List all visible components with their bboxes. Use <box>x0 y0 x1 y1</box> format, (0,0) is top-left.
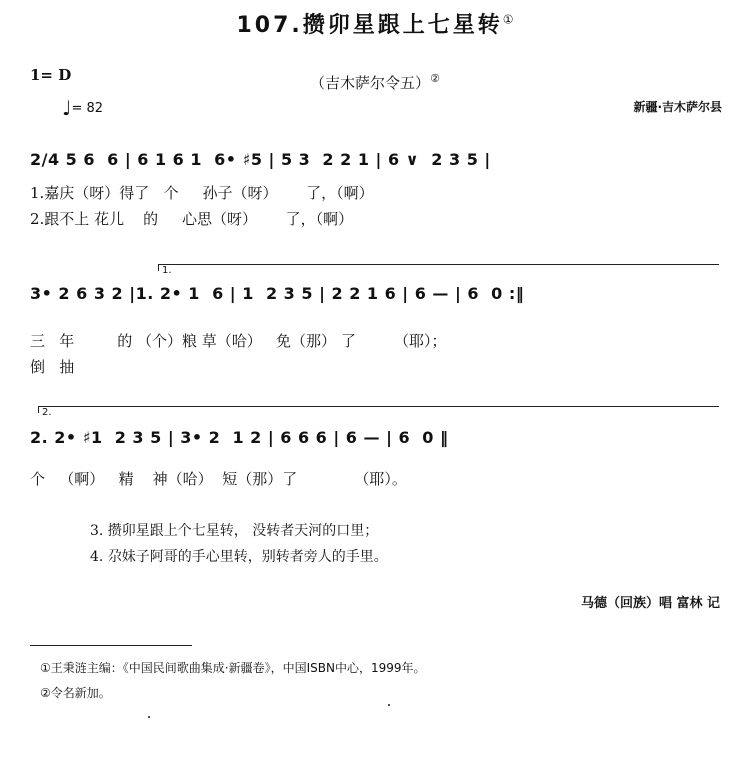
tempo-value: = 82 <box>71 101 104 116</box>
subtitle-footnote-mark: ② <box>430 72 440 85</box>
song-title <box>0 8 750 39</box>
lyric-line-1: 三 年 的 （个）粮 草（哈） 免（那） 了 （耶）； <box>30 332 447 350</box>
footnote-divider <box>30 645 192 646</box>
lyric-line-2: 倒 抽 <box>30 358 75 376</box>
second-ending-number: 2. <box>42 407 52 418</box>
performer-credit: 马德（回族）唱 富林 记 <box>580 596 720 611</box>
notation-line: 2/4 5 6 6 | 6 1 6 1 6• ♯5 | 5 3 2 2 1 | 6 ∨ 2 3 5 | <box>30 150 491 169</box>
verse-3: 3. 攒卯星跟上个七星转， 没转者天河的口里； <box>90 523 379 539</box>
footnote-1: ①王秉涟主编：《中国民间歌曲集成·新疆卷》，中国ISBN中心，1999年。 <box>40 661 426 675</box>
subtitle-text: （吉木萨尔令五） <box>310 74 431 92</box>
lyric-line-1: 1.嘉庆（呀）得了 个 孙子（呀） 了，（啊） <box>30 184 374 202</box>
tempo-marking <box>62 96 103 120</box>
verse-4: 4. 尕妹子阿哥的手心里转，别转者旁人的手里。 <box>90 549 388 565</box>
notation-line: 3• 2 6 3 2 |1. 2• 1 6 | 1 2 3 5 | 2 2 1 6 | 6 — | 6 0 :‖ <box>30 284 525 303</box>
title-footnote-mark: ① <box>502 12 514 27</box>
scan-speck <box>388 704 390 706</box>
quarter-note-icon: ♩ <box>62 96 72 120</box>
first-ending-number: 1. <box>162 265 172 276</box>
footnote-2: ②令名新加。 <box>40 686 111 700</box>
key-signature: 1= D <box>30 66 72 84</box>
first-ending-bracket <box>158 264 719 271</box>
song-origin: 新疆·吉木萨尔县 <box>633 100 722 114</box>
lyric-line-2: 2.跟不上 花儿 的 心思（呀） 了，（啊） <box>30 210 354 228</box>
song-subtitle <box>0 72 750 93</box>
scan-speck <box>148 716 150 718</box>
song-title-text: 107.攒卯星跟上七星转 <box>236 13 503 38</box>
second-ending-bracket <box>38 406 719 413</box>
notation-line: 2. 2• ♯1 2 3 5 | 3• 2 1 2 | 6 6 6 | 6 — | 6 0 ‖ <box>30 428 449 447</box>
lyric-line-1: 个 （啊） 精 神（哈） 短（那）了 （耶）。 <box>30 470 407 488</box>
